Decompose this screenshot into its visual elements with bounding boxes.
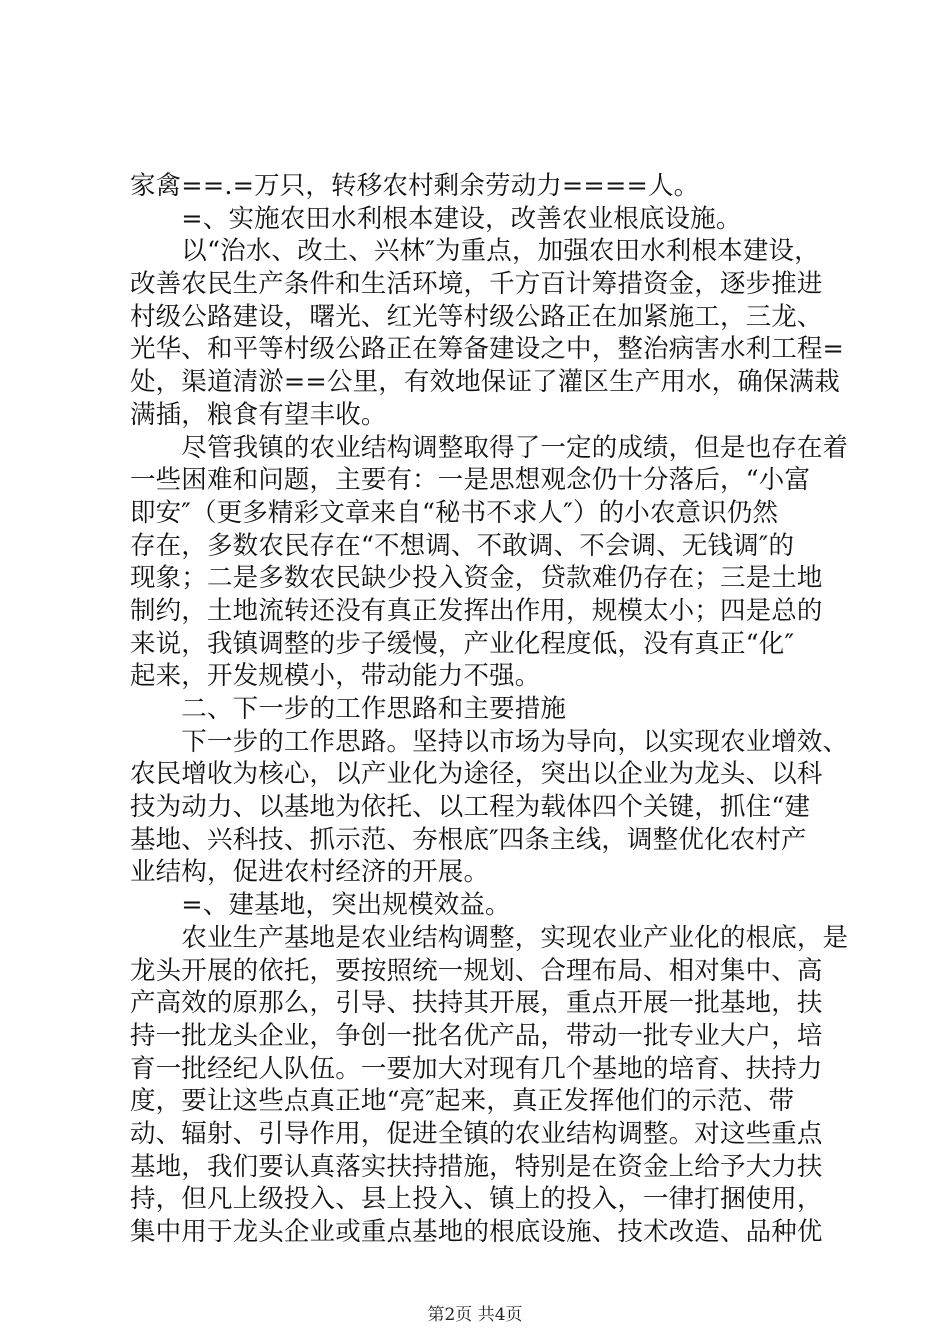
text-line: 尽管我镇的农业结构调整取得了一定的成绩，但是也存在着 — [130, 432, 849, 463]
text-line: 以“治水、改土、兴林″为重点，加强农田水利根本建设， — [130, 236, 820, 267]
text-line: 制约，土地流转还没有真正发挥出作用，规模太小；四是总的 — [130, 595, 823, 626]
text-line: 农民增收为核心，以产业化为途径，突出以企业为龙头、以科 — [130, 759, 823, 790]
text-line: 龙头开展的依托，要按照统一规划、合理布局、相对集中、高 — [130, 955, 823, 986]
text-line: 技为动力、以基地为依托、以工程为载体四个关键，抓住“建 — [130, 792, 811, 823]
text-line: 村级公路建设，曙光、红光等村级公路正在加紧施工，三龙、 — [130, 301, 823, 332]
text-line: 业结构，促进农村经济的开展。 — [130, 857, 490, 888]
section-heading: =、建基地，突出规模效益。 — [130, 890, 511, 921]
text-line: 光华、和平等村级公路正在筹备建设之中，整治病害水利工程= — [130, 334, 845, 365]
text-line: 现象；二是多数农民缺少投入资金，贷款难仍存在；三是土地 — [130, 563, 823, 594]
text-line: 处，渠道清淤==公里，有效地保证了灌区生产用水，确保满栽 — [130, 367, 840, 398]
text-line: 起来，开发规模小，带动能力不强。 — [130, 661, 541, 692]
text-line: 存在，多数农民存在“不想调、不敢调、不会调、无钱调″的 — [130, 530, 795, 561]
text-line: 集中用于龙头企业或重点基地的根底设施、技术改造、品种优 — [130, 1217, 823, 1247]
text-line: 农业生产基地是农业结构调整，实现农业产业化的根底，是 — [130, 922, 849, 953]
text-line: 持，但凡上级投入、县上投入、镇上的投入，一律打捆使用， — [130, 1184, 823, 1215]
text-line: 改善农民生产条件和生活环境，千方百计筹措资金，逐步推进 — [130, 269, 823, 300]
text-line: 满插，粮食有望丰收。 — [130, 399, 387, 430]
page-number-footer: 第2页 共4页 — [427, 1305, 523, 1325]
text-line: 基地，我们要认真落实扶持措施，特别是在资金上给予大力扶 — [130, 1151, 823, 1182]
text-line: 即安″（更多精彩文章来自“秘书不求人″）的小农意识仍然 — [130, 497, 779, 528]
section-heading: 二、下一步的工作思路和主要措施 — [130, 694, 567, 724]
text-line: 持一批龙头企业，争创一批名优产品，带动一批专业大户，培 — [130, 1020, 823, 1051]
text-line: 基地、兴科技、抓示范、夯根底″四条主线，调整优化农村产 — [130, 824, 807, 855]
text-line: 家禽==.=万只，转移农村剩余劳动力====人。 — [130, 171, 700, 201]
document-body — [130, 170, 849, 1249]
text-line: 产高效的原那么，引导、扶持其开展，重点开展一批基地，扶 — [130, 988, 823, 1019]
text-line: 动、辐射、引导作用，促进全镇的农业结构调整。对这些重点 — [130, 1118, 823, 1149]
text-line: 一些困难和问题，主要有：一是思想观念仍十分落后，“小富 — [130, 465, 811, 496]
section-heading: =、实施农田水利根本建设，改善农业根底设施。 — [130, 203, 742, 234]
text-line: 下一步的工作思路。坚持以市场为导向，以实现农业增效、 — [130, 726, 849, 757]
text-line: 来说，我镇调整的步子缓慢，产业化程度低，没有真正“化″ — [130, 628, 795, 659]
text-line: 度，要让这些点真正地“亮″起来，真正发挥他们的示范、带 — [130, 1086, 795, 1117]
text-line: 育一批经纪人队伍。一要加大对现有几个基地的培育、扶持力 — [130, 1053, 823, 1084]
